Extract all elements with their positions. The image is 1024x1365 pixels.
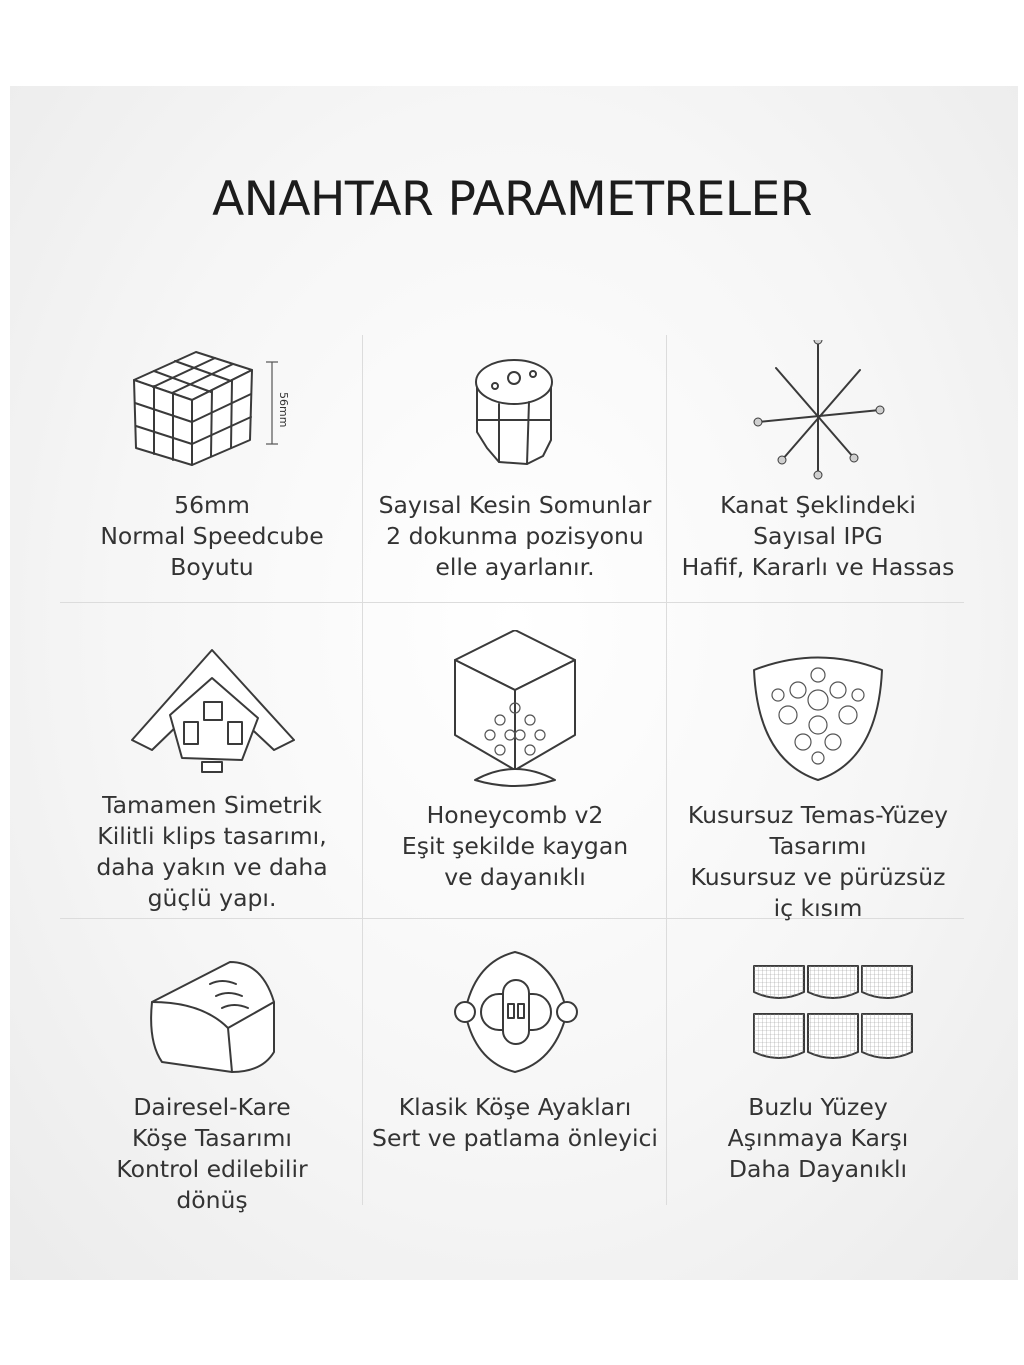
corner-foot-icon bbox=[415, 942, 615, 1082]
contact-surface-icon bbox=[718, 630, 918, 790]
feature-card bbox=[365, 340, 665, 583]
feature-card bbox=[365, 942, 665, 1154]
feature-caption: Dairesel-Kare Köşe Tasarımı Kontrol edilebilir dönüş bbox=[116, 1093, 308, 1214]
feature-caption: Buzlu Yüzey Aşınmaya Karşı Daha Dayanıklı bbox=[727, 1093, 909, 1183]
feature-card bbox=[668, 340, 968, 583]
round-square-corner-icon bbox=[112, 942, 312, 1082]
grid-divider bbox=[60, 602, 964, 603]
symmetric-clip-icon bbox=[112, 630, 312, 780]
feature-card bbox=[365, 630, 665, 893]
feature-caption: Honeycomb v2 Eşit şekilde kaygan ve dayanıklı bbox=[401, 801, 629, 891]
frosted-surface-icon bbox=[718, 942, 918, 1082]
feature-caption: Kusursuz Temas-Yüzey Tasarımı Kusursuz ve pürüzsüz iç kısım bbox=[687, 801, 949, 922]
feature-caption: Klasik Köşe Ayakları Sert ve patlama önleyici bbox=[372, 1093, 658, 1152]
feature-caption: Tamamen Simetrik Kilitli klips tasarımı, daha yakın ve daha güçlü yapı. bbox=[96, 791, 328, 912]
speedcube-56mm-icon bbox=[112, 340, 312, 480]
feature-card bbox=[668, 942, 968, 1185]
magnetic-nut-icon bbox=[415, 340, 615, 480]
dimension-label: 56mm bbox=[277, 392, 290, 428]
page-title: ANAHTAR PARAMETRELER bbox=[212, 172, 812, 227]
feature-caption: 56mm Normal Speedcube Boyutu bbox=[100, 491, 324, 581]
grid-divider bbox=[362, 335, 363, 1205]
feature-caption: Sayısal Kesin Somunlar 2 dokunma pozisyonu elle ayarlanır. bbox=[378, 491, 652, 581]
wing-ipg-core-icon bbox=[718, 340, 918, 480]
feature-card bbox=[62, 340, 362, 583]
honeycomb-corner-icon bbox=[415, 630, 615, 790]
feature-caption: Kanat Şeklindeki Sayısal IPG Hafif, Kararlı ve Hassas bbox=[681, 491, 955, 581]
feature-card bbox=[62, 942, 362, 1216]
grid-divider bbox=[666, 335, 667, 1205]
feature-card bbox=[62, 630, 362, 914]
feature-card bbox=[668, 630, 968, 924]
